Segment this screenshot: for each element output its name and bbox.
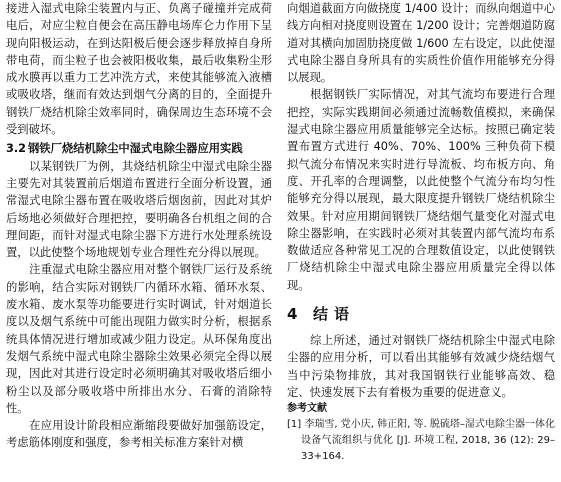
section-heading-conclusion	[287, 304, 555, 324]
section-title: 钢铁厂烧结机除尘中湿式电除尘器应用实践	[28, 142, 243, 156]
right-column	[287, 0, 555, 465]
heading-title: 结语	[313, 305, 356, 324]
paragraph-layout: 以某钢铁厂为例，其烧结机除尘中湿式电除尘器主要先对其装置前后烟道布置进行全面分析设置，通常湿式电除尘器布置在吸收塔后烟囱前，因此对其炉后场地必须做好合理把控，要明确各台机组之间的合理间距，而针对湿式电除尘器下方进行水处理系统设置，以此使整个场地规划专业合理性充分得以展现。	[6, 159, 272, 260]
paragraph-airflow: 根据钢铁厂实际情况，对其气流均布要进行合理把控，实际实践期间必须通过流畅数值模拟，来确保湿式电除尘器应用质量能够完全达标。按照已确定装置布置方式进行 40%、70%、100% 三种负荷下模拟气流分布情况来实时进行导流板、均布板方向、角度、开孔率的合理调整，以此使整个气流分布均匀性能够充分得以展现，最大限度提升钢铁厂烧结机除尘效果。针对应用期间钢铁厂烧结烟气量变化对湿式电除尘器影响，在实践时必须对其装置内部气流均布系数做适应各种常见工况的合理数值设定，以此使钢铁厂烧结机除尘中湿式电除尘器应用质量完全得以体现。	[287, 88, 555, 292]
paragraph-design-stage: 在应用设计阶段相应渐缩段要做好加强筋设定，考虑筋体刚度和强度，参考相关标准方案针对横	[6, 419, 272, 450]
heading-number: 4	[287, 305, 298, 324]
paragraph-continued-right: 向烟道截面方向做挠度 1/400 设计；而纵向烟道中心线方向相对挠度则设置在 1/200 设计；完善烟道防腐道对其横向加固肋挠度做 1/600 左右设定，以此使湿式电除尘器自身所具有的实质性价值作用能够充分得以展现。	[287, 2, 555, 85]
paragraph-conclusion: 综上所述，通过对钢铁厂烧结机除尘中湿式电除尘器的应用分析，可以看出其能够有效减少烧结烟气当中污染物排放，其对我国钢铁行业能够高效、稳定、快速发展下去有着极为重要的促进意义。	[287, 334, 555, 399]
paragraph-system-impact: 注重湿式电除尘器应用对整个钢铁厂运行及系统的影响，结合实际对钢铁厂内循环水箱、循环水泵、废水箱、废水泵等功能要进行实时调试，针对烟道长度以及烟气系统中可能出现阻力做实时分析，根据系统具体情况进行增加或减少阻力设定。从环保角度出发烟气系统中湿式电除尘器除尘效果必须完全得以展现，因此对其进行设定时必须明确其对吸收塔后细小粉尘以及部分吸收塔中所排出水分、石膏的消除特性。	[6, 263, 272, 415]
left-column	[6, 0, 272, 452]
reference-item: [1] 李瑞雪, 党小庆, 韩正阳, 等. 脱硫塔–湿式电除尘器一体化设备气流组织与优化 [J]. 环境工程, 2018, 36 (12): 29–33+164.	[287, 419, 555, 463]
paragraph-continued: 接进入湿式电除尘装置内与正、负离子碰撞并完成荷电后，对应尘粒自便会在高压静电场库仑力作用下呈现向阳极运动，在到达阳极后便会逐步释放掉自身所带电荷，而尘粒子也会被阳极收集，最后收集粉尘形成水膜再以重力工艺冲洗方式，来使其能够流入液槽或吸收塔，继而有效达到烟气分离的目的，全面提升钢铁厂烧结机除尘效率同时，确保周边生态环境不会受到破坏。	[6, 2, 272, 137]
section-number: 3.2	[6, 142, 27, 156]
references-title: 参考文献	[287, 403, 327, 415]
section-heading-3-2	[6, 140, 272, 157]
